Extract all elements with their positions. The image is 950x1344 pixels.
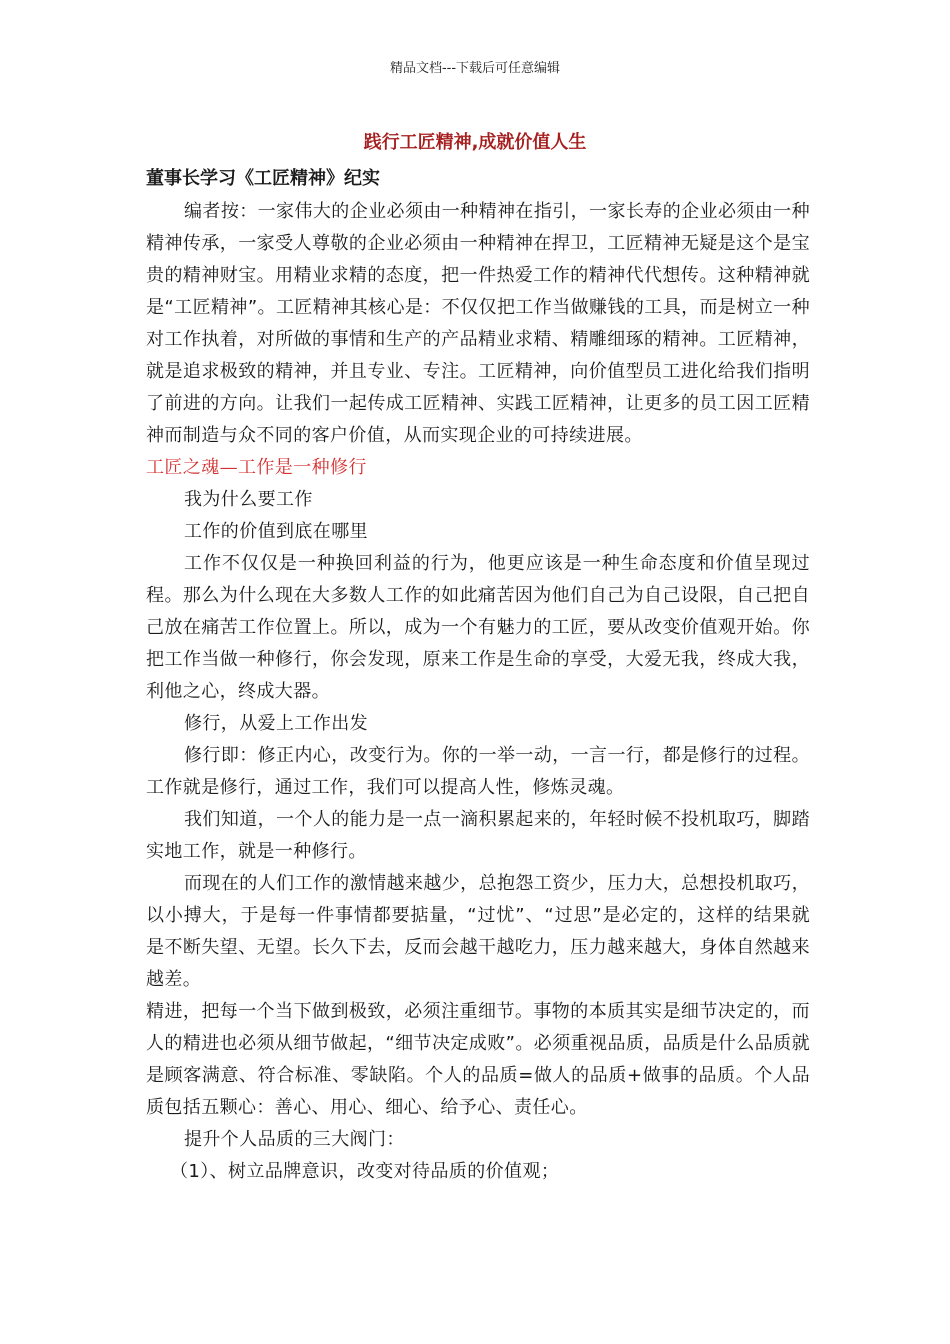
list-item: （1）、树立品牌意识，改变对待品质的价值观； (170, 1161, 560, 1182)
document-body (146, 196, 810, 1188)
paragraph-work-attitude: 工作不仅仅是一种换回利益的行为，他更应该是一种生命态度和价值呈现过程。那么为什么现在大多数人工作的如此痛苦因为他们自己为自己设限，自己把自己放在痛苦工作位置上。所以，成为一个有魅力的工匠，要从改变价值观开始。你把工作当做一种修行，你会发现，原来工作是生命的享受，大爱无我，终成大我，利他之心，终成大器。 (146, 553, 810, 702)
paragraph-practice-definition: 修行即：修正内心，改变行为。你的一举一动，一言一行，都是修行的过程。工作就是修行，通过工作，我们可以提高人性，修炼灵魂。 (146, 745, 810, 798)
editor-note-paragraph: 编者按：一家伟大的企业必须由一种精神在指引，一家长寿的企业必须由一种精神传承，一家受人尊敬的企业必须由一种精神在捍卫，工匠精神无疑是这个是宝贵的精神财宝。用精业求精的态度，把一件热爱工作的精神代代想传。这种精神就是“工匠精神”。工匠精神其核心是：不仅仅把工作当做赚钱的工具，而是树立一种对工作执着，对所做的事情和生产的产品精业求精、精雕细琢的精神。工匠精神，就是追求极致的精神，并且专业、专注。工匠精神，向价值型员工进化给我们指明了前进的方向。让我们一起传成工匠精神、实践工匠精神，让更多的员工因工匠精神而制造与众不同的客户价值，从而实现企业的可持续进展。 (146, 201, 810, 446)
paragraph-love-work: 修行，从爱上工作出发 (184, 713, 368, 734)
paragraph-quality-gates: 提升个人品质的三大阀门： (184, 1129, 405, 1150)
paragraph-ability: 我们知道，一个人的能力是一点一滴积累起来的，年轻时候不投机取巧，脚踏实地工作，就是一种修行。 (146, 809, 810, 862)
paragraph-details: 精进，把每一个当下做到极致，必须注重细节。事物的本质其实是细节决定的，而人的精进也必须从细节做起，“细节决定成败”。必须重视品质，品质是什么品质就是顾客满意、符合标准、零缺陷。个人的品质=做人的品质+做事的品质。个人品质包括五颗心：善心、用心、细心、给予心、责任心。 (146, 1001, 810, 1118)
document-subtitle: 董事长学习《工匠精神》纪实 (146, 168, 380, 189)
document-title: 践行工匠精神,成就价值人生 (363, 132, 587, 153)
section-heading: 工匠之魂—工作是一种修行 (146, 457, 367, 478)
header-note: 精品文档---下载后可任意编辑 (389, 61, 561, 76)
paragraph-work-value: 工作的价值到底在哪里 (184, 521, 368, 542)
paragraph-passion: 而现在的人们工作的激情越来越少，总抱怨工资少，压力大，总想投机取巧，以小搏大，于是每一件事情都要掂量，“过忧”、“过思”是必定的，这样的结果就是不断失望、无望。长久下去，反而会越干越吃力，压力越来越大，身体自然越来越差。 (146, 873, 810, 990)
paragraph-why-work: 我为什么要工作 (184, 489, 313, 510)
